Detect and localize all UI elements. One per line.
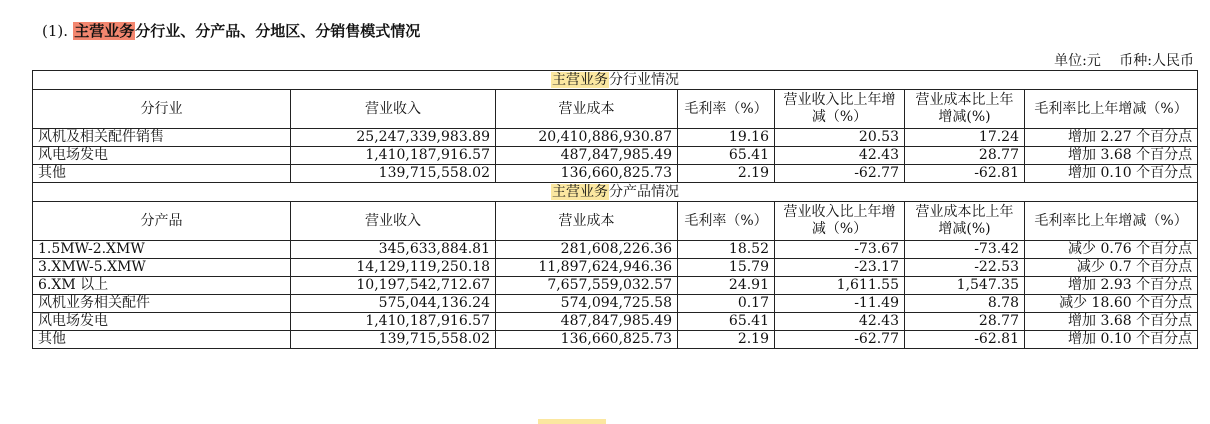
table-cell: 11,897,624,946.36 (496, 259, 678, 277)
table-cell: 增加 0.10 个百分点 (1025, 331, 1198, 349)
table-cell: 减少 0.76 个百分点 (1025, 241, 1198, 259)
table-cell: 28.77 (905, 147, 1025, 165)
table-row (33, 277, 1198, 295)
industry-section-title-text: 分行业情况 (609, 71, 680, 88)
table-cell: 19.16 (678, 129, 775, 147)
section-heading (42, 20, 420, 41)
heading-number: (1). (42, 22, 69, 40)
table-cell: 2.19 (678, 331, 775, 349)
column-header: 营业收入 (291, 90, 496, 129)
table-cell: 增加 0.10 个百分点 (1025, 165, 1198, 183)
row-label: 风机及相关配件销售 (33, 129, 291, 147)
table-cell: 136,660,825.73 (496, 165, 678, 183)
table-cell: -62.81 (905, 165, 1025, 183)
column-header: 营业收入比上年增减（%） (775, 202, 905, 241)
table-cell: -62.81 (905, 331, 1025, 349)
column-header: 毛利率（%） (678, 202, 775, 241)
column-header: 营业收入比上年增减（%） (775, 90, 905, 129)
table-cell: -62.77 (775, 165, 905, 183)
heading-text: 分行业、分产品、分地区、分销售模式情况 (135, 22, 421, 40)
table-row (33, 241, 1198, 259)
table-cell: 24.91 (678, 277, 775, 295)
table-cell: 1,611.55 (775, 277, 905, 295)
table-cell: 487,847,985.49 (496, 147, 678, 165)
table-cell: -11.49 (775, 295, 905, 313)
table-cell: 14,129,119,250.18 (291, 259, 496, 277)
row-label: 其他 (33, 331, 291, 349)
table-cell: 17.24 (905, 129, 1025, 147)
table-cell: 574,094,725.58 (496, 295, 678, 313)
table-row (33, 331, 1198, 349)
row-label: 3.XMW-5.XMW (33, 259, 291, 277)
table-cell: 1,547.35 (905, 277, 1025, 295)
table-cell: 281,608,226.36 (496, 241, 678, 259)
table-cell: 增加 2.27 个百分点 (1025, 129, 1198, 147)
column-header: 营业成本 (496, 90, 678, 129)
table-cell: 487,847,985.49 (496, 313, 678, 331)
next-section-highlight (538, 419, 606, 424)
row-label: 风电场发电 (33, 147, 291, 165)
table-cell: -62.77 (775, 331, 905, 349)
table-cell: 139,715,558.02 (291, 331, 496, 349)
industry-section-header-row (33, 90, 1198, 129)
currency-label: 币种:人民币 (1119, 53, 1194, 69)
column-header: 毛利率比上年增减（%） (1025, 202, 1198, 241)
table-cell: 增加 3.68 个百分点 (1025, 147, 1198, 165)
table-cell: 345,633,884.81 (291, 241, 496, 259)
table-row (33, 313, 1198, 331)
table-cell: 65.41 (678, 313, 775, 331)
table-cell: -73.42 (905, 241, 1025, 259)
table-cell: -23.17 (775, 259, 905, 277)
column-header: 分行业 (33, 90, 291, 129)
table-cell: 42.43 (775, 313, 905, 331)
table-row (33, 295, 1198, 313)
table-cell: 18.52 (678, 241, 775, 259)
product-section-title (33, 183, 1198, 202)
product-section-title-text: 分产品情况 (609, 183, 680, 200)
row-label: 1.5MW-2.XMW (33, 241, 291, 259)
table-cell: 2.19 (678, 165, 775, 183)
table-cell: 减少 18.60 个百分点 (1025, 295, 1198, 313)
table-cell: 28.77 (905, 313, 1025, 331)
row-label: 6.XM 以上 (33, 277, 291, 295)
column-header: 毛利率（%） (678, 90, 775, 129)
heading-highlight: 主营业务 (74, 22, 135, 40)
product-section-title-highlight: 主营业务 (552, 183, 609, 200)
product-section-header-row (33, 202, 1198, 241)
table-cell: 15.79 (678, 259, 775, 277)
table-row (33, 129, 1198, 147)
unit-line (1040, 50, 1194, 70)
revenue-table (32, 70, 1198, 349)
row-label: 风机业务相关配件 (33, 295, 291, 313)
table-cell: 575,044,136.24 (291, 295, 496, 313)
table-cell: 65.41 (678, 147, 775, 165)
table-cell: 减少 0.7 个百分点 (1025, 259, 1198, 277)
table-cell: 25,247,339,983.89 (291, 129, 496, 147)
row-label: 其他 (33, 165, 291, 183)
column-header: 营业成本 (496, 202, 678, 241)
industry-section-title-row (33, 71, 1198, 90)
column-header: 营业成本比上年增减(%) (905, 90, 1025, 129)
table-cell: 136,660,825.73 (496, 331, 678, 349)
industry-section-title-highlight: 主营业务 (552, 71, 609, 88)
column-header: 营业成本比上年增减(%) (905, 202, 1025, 241)
table-cell: 1,410,187,916.57 (291, 313, 496, 331)
table-cell: 139,715,558.02 (291, 165, 496, 183)
table-cell: 20.53 (775, 129, 905, 147)
industry-section-title (33, 71, 1198, 90)
table-cell: 20,410,886,930.87 (496, 129, 678, 147)
row-label: 风电场发电 (33, 313, 291, 331)
table-cell: 7,657,559,032.57 (496, 277, 678, 295)
table-cell: 增加 3.68 个百分点 (1025, 313, 1198, 331)
column-header: 营业收入 (291, 202, 496, 241)
table-cell: 增加 2.93 个百分点 (1025, 277, 1198, 295)
table-cell: -73.67 (775, 241, 905, 259)
table-cell: 8.78 (905, 295, 1025, 313)
unit-label: 单位:元 (1054, 53, 1101, 69)
table-row (33, 259, 1198, 277)
column-header: 分产品 (33, 202, 291, 241)
table-cell: 1,410,187,916.57 (291, 147, 496, 165)
table-cell: -22.53 (905, 259, 1025, 277)
table-cell: 42.43 (775, 147, 905, 165)
column-header: 毛利率比上年增减（%） (1025, 90, 1198, 129)
table-row (33, 147, 1198, 165)
table-row (33, 165, 1198, 183)
table-cell: 0.17 (678, 295, 775, 313)
table-cell: 10,197,542,712.67 (291, 277, 496, 295)
product-section-title-row (33, 183, 1198, 202)
